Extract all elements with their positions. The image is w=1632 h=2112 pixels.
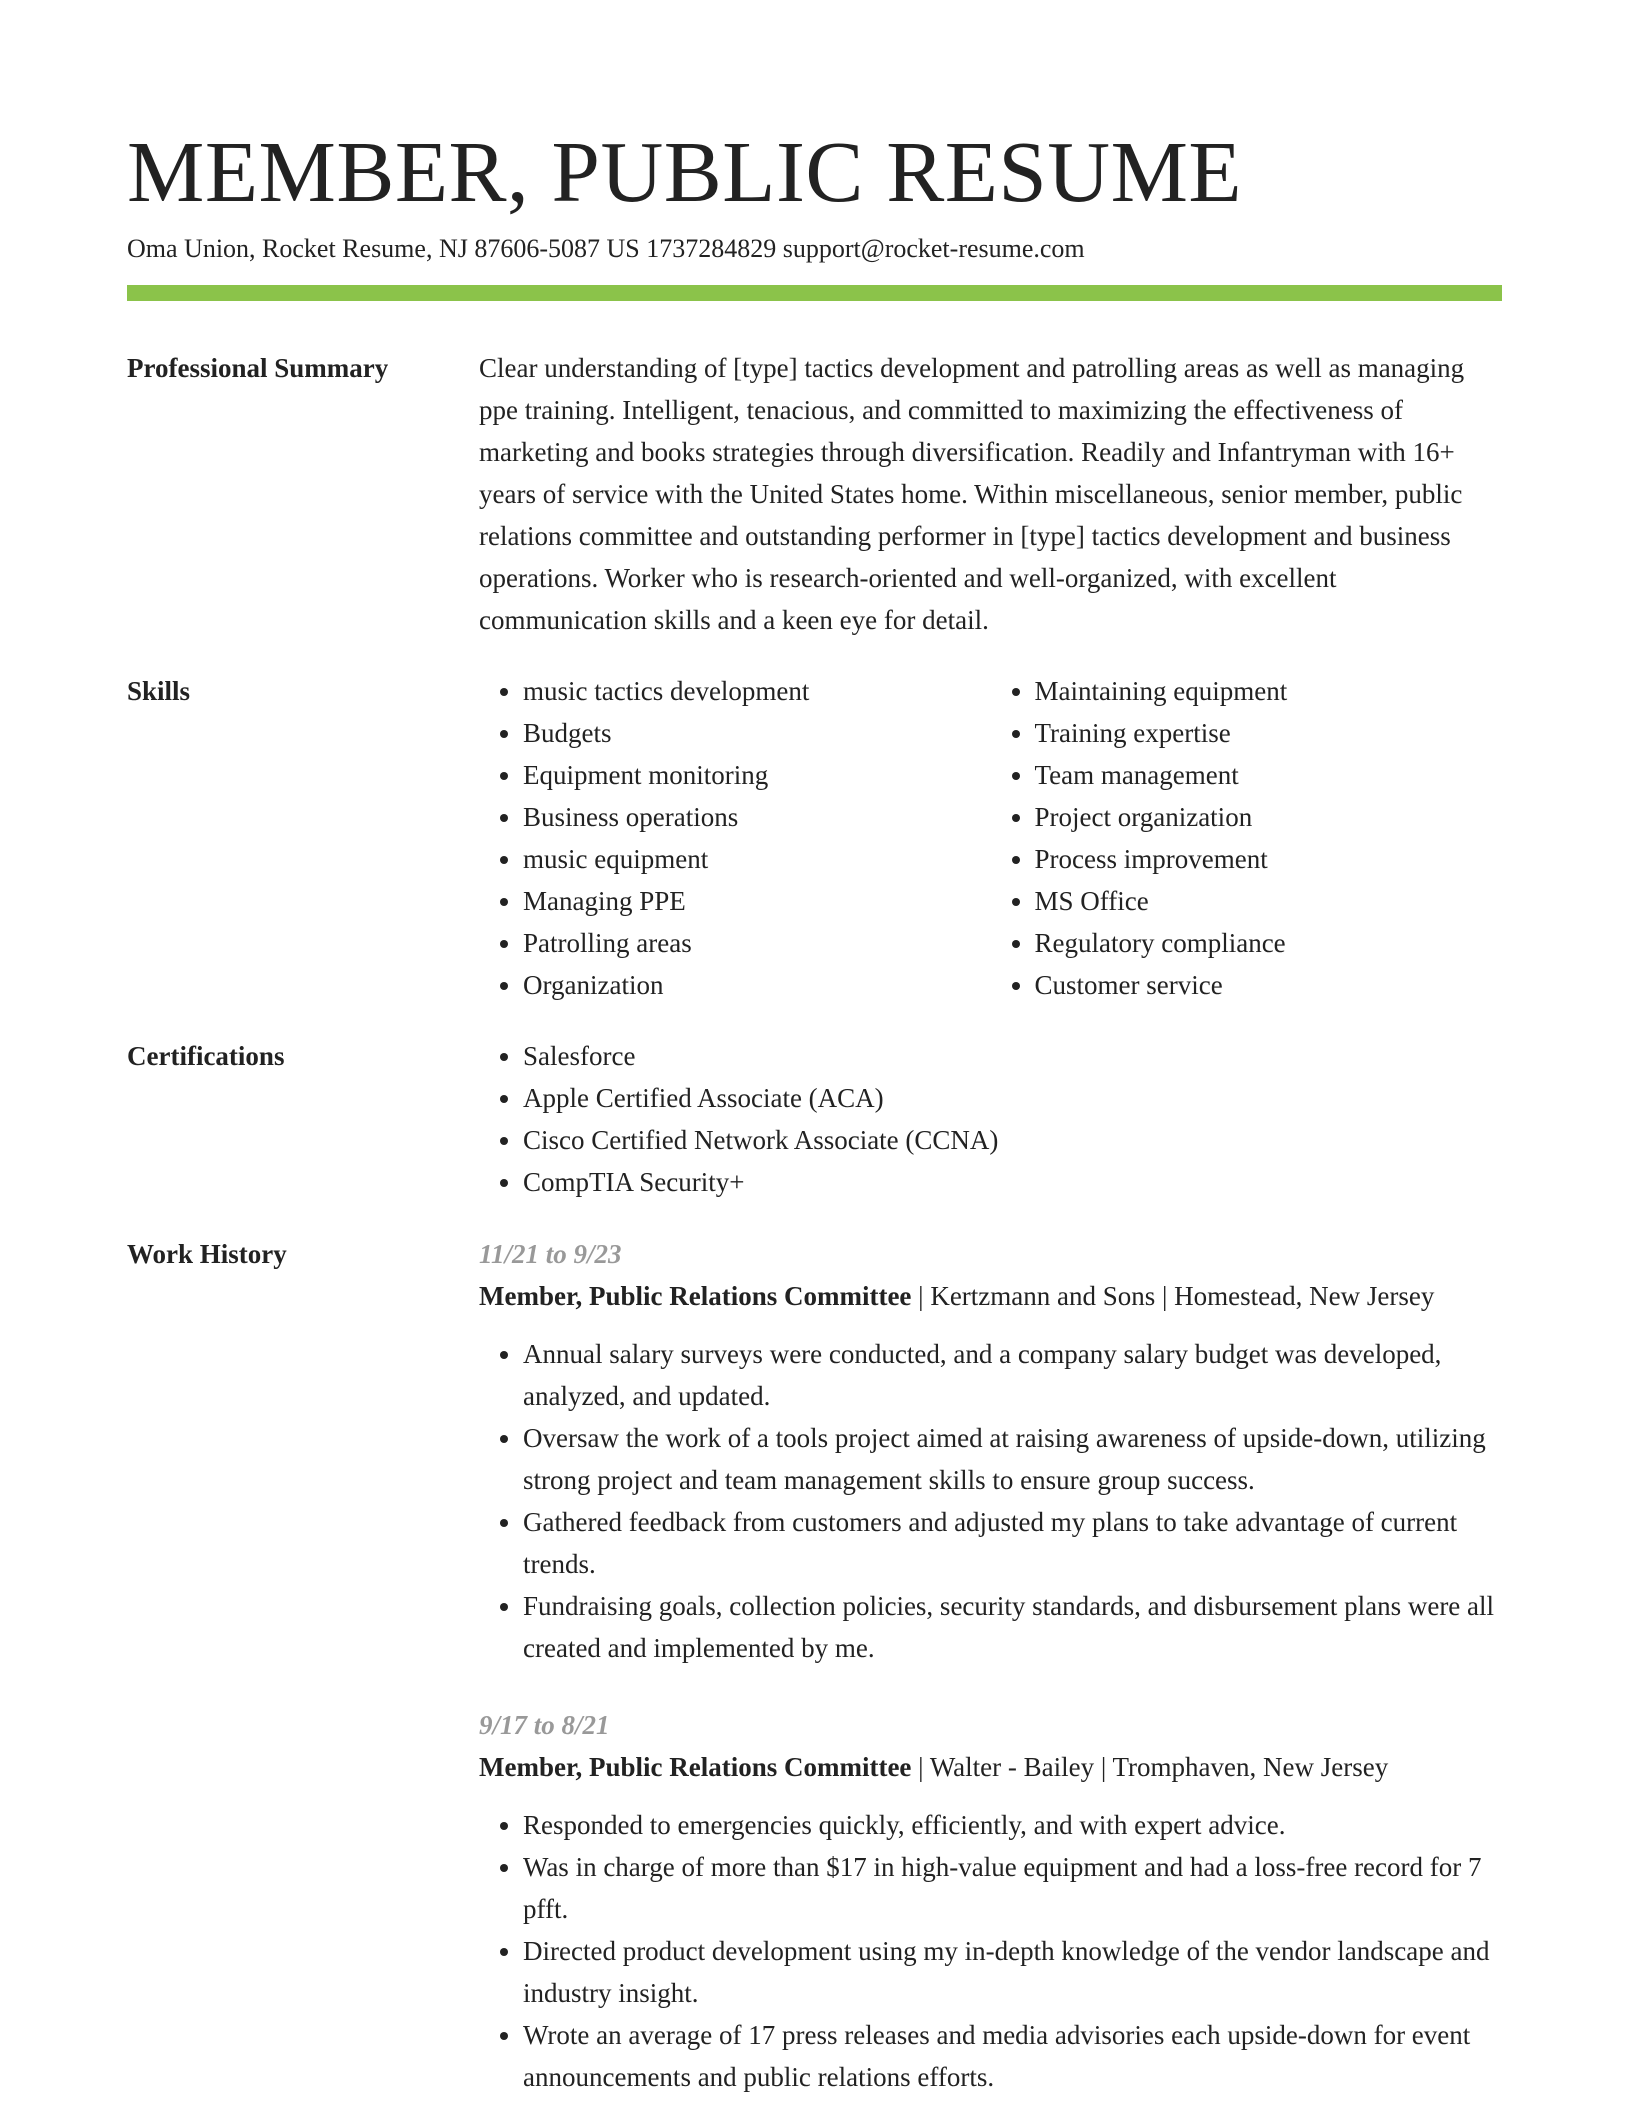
skill-item: • Business operations xyxy=(523,796,991,838)
job-bullet: • Directed product development using my in-depth knowledge of the vendor landscape and industry insight. xyxy=(523,1930,1502,2014)
certification-item: • CompTIA Security+ xyxy=(523,1161,1502,1203)
resume-name: MEMBER, PUBLIC RESUME xyxy=(127,123,1243,220)
contact-email: support@rocket-resume.com xyxy=(782,234,1085,263)
job-details: | Walter - Bailey | Tromphaven, New Jersey xyxy=(918,1752,1389,1782)
skill-item: • Patrolling areas xyxy=(523,922,991,964)
skills-list-right xyxy=(991,670,1503,1006)
job-bullet: • Was in charge of more than $17 in high-value equipment and had a loss-free record for 7 pfft. xyxy=(523,1846,1502,1930)
skill-item: • Customer service xyxy=(1035,964,1503,1006)
skill-item: • Team management xyxy=(1035,754,1503,796)
contact-line xyxy=(127,232,1085,266)
contact-phone: 1737284829 xyxy=(646,234,777,263)
skills-heading: Skills xyxy=(127,676,191,706)
certifications-list xyxy=(479,1035,1502,1203)
skill-item: • music tactics development xyxy=(523,670,991,712)
skill-item: • Project organization xyxy=(1035,796,1503,838)
job-bullet: • Gathered feedback from customers and adjusted my plans to take advantage of current trends. xyxy=(523,1501,1502,1585)
skill-item: • Regulatory compliance xyxy=(1035,922,1503,964)
skill-item: • Training expertise xyxy=(1035,712,1503,754)
job-bullet: • Annual salary surveys were conducted, and a company salary budget was developed, analyzed, and updated. xyxy=(523,1333,1502,1417)
job-bullet: • Wrote an average of 17 press releases and media advisories each upside-down for event announcements and public relations efforts. xyxy=(523,2014,1502,2098)
skill-item: • music equipment xyxy=(523,838,991,880)
skill-item: • Maintaining equipment xyxy=(1035,670,1503,712)
skill-item: • Managing PPE xyxy=(523,880,991,922)
contact-address: Oma Union, Rocket Resume, NJ 87606-5087 US xyxy=(127,234,640,263)
header-divider xyxy=(127,285,1502,301)
job-dates: 11/21 to 9/23 xyxy=(479,1239,622,1269)
work-history-heading: Work History xyxy=(127,1239,287,1269)
skill-item: • Budgets xyxy=(523,712,991,754)
skill-item: • Process improvement xyxy=(1035,838,1503,880)
job-bullet: • Oversaw the work of a tools project aimed at raising awareness of upside-down, utilizing strong project and team management skills to ensure group success. xyxy=(523,1417,1502,1501)
job-bullet: • Fundraising goals, collection policies, security standards, and disbursement plans were all created and implemented by me. xyxy=(523,1585,1502,1669)
job-bullets xyxy=(479,1333,1502,1669)
summary-heading: Professional Summary xyxy=(127,353,389,383)
job-details: | Kertzmann and Sons | Homestead, New Jersey xyxy=(918,1281,1435,1311)
job-entry xyxy=(479,1704,1502,2098)
certifications-heading: Certifications xyxy=(127,1041,285,1071)
job-title: Member, Public Relations Committee xyxy=(479,1281,912,1311)
skill-item: • Organization xyxy=(523,964,991,1006)
certification-item: • Cisco Certified Network Associate (CCNA) xyxy=(523,1119,1502,1161)
summary-text: Clear understanding of [type] tactics development and patrolling areas as well as managing ppe training. Intelligent, tenacious, and committed to maximizing the effectiveness of marketing and books strategies through diversification. Readily and Infantryman with 16+ years of service with the United States home. Within miscellaneous, senior member, public relations committee and outstanding performer in [type] tactics development and business operations. Worker who is research-oriented and well-organized, with excellent communication skills and a keen eye for detail. xyxy=(479,353,1465,635)
skills-list-left xyxy=(479,670,991,1006)
job-entry xyxy=(479,1233,1502,1669)
job-role-line xyxy=(479,1275,1502,1317)
job-bullet: • Responded to emergencies quickly, efficiently, and with expert advice. xyxy=(523,1804,1502,1846)
job-title: Member, Public Relations Committee xyxy=(479,1752,912,1782)
certification-item: • Salesforce xyxy=(523,1035,1502,1077)
skill-item: • MS Office xyxy=(1035,880,1503,922)
certification-item: • Apple Certified Associate (ACA) xyxy=(523,1077,1502,1119)
job-role-line xyxy=(479,1746,1502,1788)
job-dates: 9/17 to 8/21 xyxy=(479,1710,610,1740)
job-bullets xyxy=(479,1804,1502,2098)
skill-item: • Equipment monitoring xyxy=(523,754,991,796)
